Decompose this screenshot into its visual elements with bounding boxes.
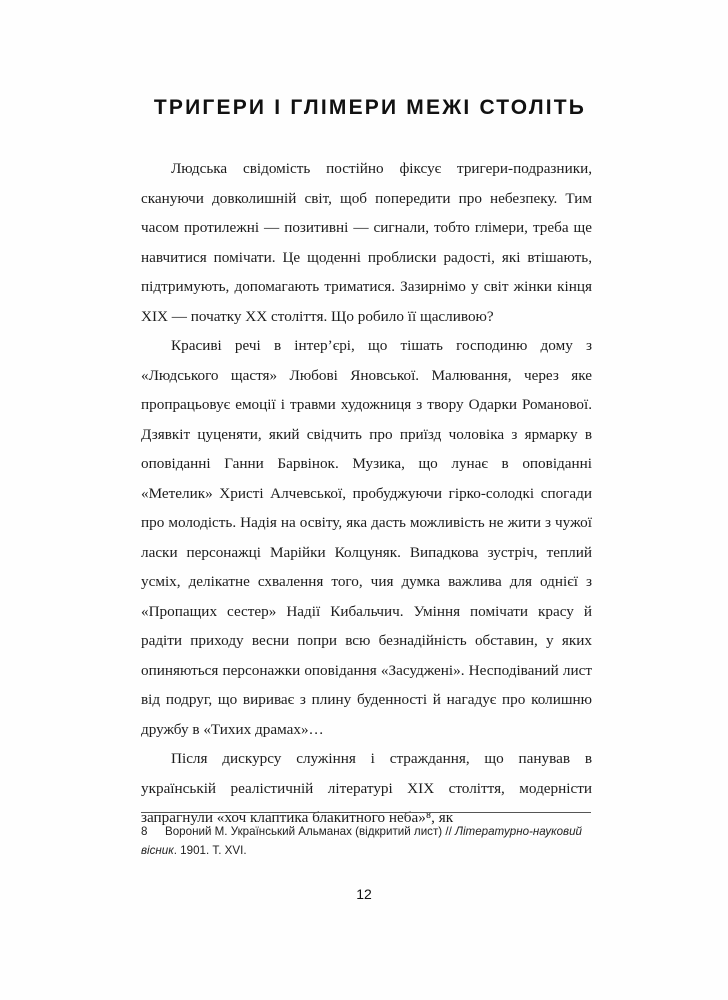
footnote-number: 8 — [141, 825, 148, 838]
body-text — [141, 154, 592, 833]
footnote-text: Вороний М. Український Альманах (відкритий лист) // — [165, 825, 456, 838]
page-number: 12 — [356, 886, 372, 902]
footnote-tail: . 1901. Т. XVI. — [173, 844, 247, 857]
chapter-heading: ТРИГЕРИ І ГЛІМЕРИ МЕЖІ СТОЛІТЬ — [153, 96, 587, 119]
paragraph: Людська свідомість постійно фіксує тригери-подразники, скануючи довколишній світ, щоб попередити про небезпеку. Тим часом протилежні — позитивні — сигнали, тобто глімери, треба ще навчитися помічати. Це щоденні проблиски радості, які втішають, підтримують, допомагають триматися. Зазирнімо у світ жінки кінця XIX — початку XX століття. Що робило її щасливою? — [141, 160, 592, 325]
footnote-journal: Літературно-науковий вісник — [141, 825, 583, 857]
paragraph: Після дискурсу служіння і страждання, що панував в українській реалістичній літературі XIX століття, модерністи запрагнули «хоч клаптика блакитного неба»⁸, як — [141, 750, 592, 826]
paragraph: Красиві речі в інтер’єрі, що тішать господиню дому з «Людського щастя» Любові Яновської. Малювання, через яке пропрацьовує емоції і травми художниця з твору Одарки Романової. Дзявкіт цуценяти, який свідчить про приїзд чоловіка з ярмарку в оповіданні Ганни Барвінок. Музика, що лунає в оповіданні «Метелик» Христі Алчевської, пробуджуючи гірко-солодкі спогади про молодість. Надія на освіту, яка дасть можливість не жити з чужої ласки персонажці Марійки Колцуняк. Випадкова зустріч, теплий усміх, делікатне схвалення того, чия думка важлива для однієї з «Пропащих сестер» Надії Кибальчич. Уміння помічати красу й радіти приходу весни попри всю безнадійність обставин, у яких опиняються персонажки оповідання «Засуджені». Несподіваний лист від подруг, що вириває з плину буденності й нагадує про колишню дружбу в «Тихих драмах»… — [141, 337, 592, 738]
footnote — [141, 822, 592, 860]
footnote-separator — [141, 812, 591, 813]
